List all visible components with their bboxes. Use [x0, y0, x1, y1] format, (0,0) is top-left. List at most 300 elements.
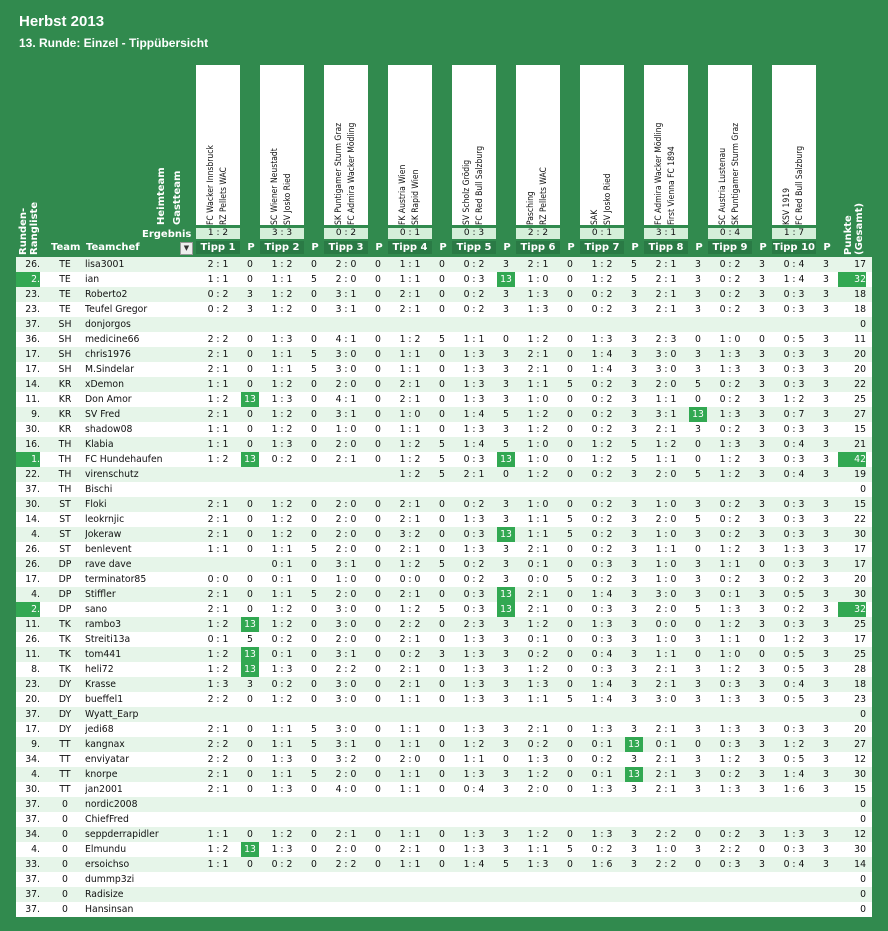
points-cell	[817, 707, 835, 722]
tipp-cell	[452, 812, 496, 827]
tipp-cell	[324, 467, 368, 482]
tipp-cell	[196, 887, 240, 902]
col-points-header: P	[503, 242, 511, 253]
team-cell: DY	[58, 709, 72, 720]
points-cell: 3	[503, 724, 509, 735]
tipp-cell: 1 : 1	[527, 844, 549, 855]
tipp-cell: 0 : 2	[591, 409, 613, 420]
total-points-cell: 17	[854, 259, 866, 270]
points-cell: 3	[759, 664, 765, 675]
points-cell: 3	[823, 604, 829, 615]
tipp-cell: 1 : 1	[527, 514, 549, 525]
team-cell: TK	[59, 649, 71, 660]
col-points-header: P	[631, 242, 639, 253]
points-cell: 0	[375, 634, 381, 645]
teamchef-cell: chris1976	[85, 349, 131, 360]
tipp-cell: 1 : 4	[591, 589, 613, 600]
tipp-cell: 2 : 1	[527, 259, 549, 270]
points-cell: 0	[311, 679, 317, 690]
total-points-cell: 30	[854, 589, 866, 600]
tipp-cell	[644, 707, 688, 722]
tipp-cell: 0 : 2	[271, 454, 293, 465]
points-cell: 3	[631, 574, 637, 585]
points-cell: 3	[823, 454, 829, 465]
points-cell: 0	[695, 739, 701, 750]
tipp-cell	[452, 872, 496, 887]
points-cell: 0	[439, 379, 445, 390]
total-points-cell: 22	[854, 379, 866, 390]
points-cell: 0	[567, 724, 573, 735]
tipp-cell: 3 : 1	[335, 409, 357, 420]
points-cell: 0	[311, 619, 317, 630]
rank-cell: 11.	[25, 394, 40, 405]
tipp-cell: 0 : 1	[527, 559, 549, 570]
rank-cell: 34.	[25, 754, 40, 765]
home-team-name: SV Scholz Grödig	[462, 159, 472, 225]
points-cell: 3	[823, 574, 829, 585]
total-points-cell: 18	[854, 679, 866, 690]
points-cell: 3	[503, 784, 509, 795]
tipp-cell: 1 : 2	[271, 514, 293, 525]
points-cell: 0	[375, 574, 381, 585]
total-points-cell: 25	[854, 619, 866, 630]
points-cell: 0	[439, 574, 445, 585]
away-team-name: FC Red Bull Salzburg	[795, 145, 805, 225]
total-points-cell: 12	[854, 829, 866, 840]
rank-cell: 17.	[25, 724, 40, 735]
points-cell: 5	[439, 469, 445, 480]
points-cell: 3	[247, 304, 253, 315]
points-cell: 3	[631, 364, 637, 375]
tipp-cell: 0 : 2	[591, 514, 613, 525]
tipp-cell: 3 : 0	[335, 694, 357, 705]
total-points-cell: 19	[854, 469, 866, 480]
points-cell	[561, 317, 579, 332]
points-cell	[241, 902, 259, 917]
points-cell: 5	[311, 349, 317, 360]
points-cell	[433, 797, 451, 812]
tipp-cell: 0 : 3	[463, 604, 485, 615]
tipp-cell: 0 : 5	[783, 589, 805, 600]
tipp-cell: 2 : 1	[655, 724, 677, 735]
points-cell	[369, 887, 387, 902]
tipp-cell: 2 : 1	[399, 844, 421, 855]
tipp-cell: 0 : 4	[591, 649, 613, 660]
teamchef-cell: kangnax	[85, 739, 125, 750]
away-team-name: FC Red Bull Salzburg	[475, 145, 485, 225]
table-row	[16, 707, 872, 722]
rank-cell: 4.	[31, 769, 40, 780]
tipp-cell: 0 : 2	[271, 634, 293, 645]
tipp-cell: 2 : 1	[655, 259, 677, 270]
match-teams	[260, 65, 304, 225]
points-cell: 3	[503, 289, 509, 300]
tipp-cell: 1 : 3	[463, 664, 485, 675]
teamchef-cell: Bischi	[85, 484, 113, 495]
teamchef-cell: terminator85	[85, 574, 147, 585]
points-cell: 0	[567, 424, 573, 435]
tipp-cell	[708, 887, 752, 902]
points-cell: 0	[567, 769, 573, 780]
tipp-cell: 1 : 0	[527, 439, 549, 450]
col-points-header: P	[567, 242, 575, 253]
points-cell: 0	[439, 394, 445, 405]
tipp-cell: 0 : 2	[591, 469, 613, 480]
points-cell: 0	[247, 604, 253, 615]
points-cell	[369, 467, 387, 482]
points-cell	[369, 707, 387, 722]
points-cell: 0	[375, 259, 381, 270]
points-cell: 0	[247, 694, 253, 705]
table-row	[16, 842, 872, 857]
tipp-cell: 2 : 1	[527, 349, 549, 360]
points-cell: 0	[567, 334, 573, 345]
points-cell: 0	[247, 544, 253, 555]
points-cell: 3	[503, 259, 509, 270]
tipp-cell	[324, 797, 368, 812]
points-cell: 3	[631, 529, 637, 540]
points-cell	[433, 812, 451, 827]
tipp-cell: 3 : 0	[655, 349, 677, 360]
points-cell	[241, 797, 259, 812]
tipp-cell: 0 : 3	[719, 739, 741, 750]
table-row	[16, 677, 872, 692]
points-cell: 0	[375, 334, 381, 345]
points-cell	[753, 797, 771, 812]
tipp-cell: 2 : 0	[335, 544, 357, 555]
points-cell: 0	[375, 514, 381, 525]
team-cell: KR	[58, 409, 72, 420]
points-cell: 3	[823, 439, 829, 450]
points-cell: 3	[823, 424, 829, 435]
points-cell: 0	[439, 499, 445, 510]
match-header-8	[644, 65, 688, 225]
points-cell: 0	[439, 349, 445, 360]
tipp-cell: 0 : 3	[591, 559, 613, 570]
tipp-cell: 0 : 3	[783, 529, 805, 540]
tipp-cell	[260, 797, 304, 812]
points-cell: 3	[759, 289, 765, 300]
points-cell: 0	[375, 274, 381, 285]
teamchef-cell: knorpe	[85, 769, 118, 780]
team-cell: TT	[59, 739, 71, 750]
table-row	[16, 392, 872, 407]
tipp-cell: 0 : 3	[783, 559, 805, 570]
team-cell: 0	[62, 859, 68, 870]
points-cell: 0	[567, 364, 573, 375]
points-cell: 3	[695, 784, 701, 795]
tipp-cell: 2 : 1	[655, 784, 677, 795]
points-cell: 0	[503, 469, 509, 480]
points-cell: 0	[567, 829, 573, 840]
points-cell: 3	[759, 574, 765, 585]
tipp-cell: 1 : 2	[463, 739, 485, 750]
points-cell: 0	[311, 859, 317, 870]
points-cell: 0	[247, 364, 253, 375]
tipp-cell: 3 : 1	[335, 649, 357, 660]
points-cell: 5	[439, 439, 445, 450]
tipp-cell: 2 : 2	[719, 844, 741, 855]
tipp-cell: 0 : 1	[719, 589, 741, 600]
points-cell: 3	[503, 664, 509, 675]
tipp-cell	[196, 902, 240, 917]
tipp-cell: 1 : 4	[591, 694, 613, 705]
points-cell: 0	[567, 274, 573, 285]
total-points-cell: 23	[854, 694, 866, 705]
tipp-cell: 0 : 2	[271, 679, 293, 690]
rank-cell: 37.	[25, 814, 40, 825]
points-cell: 0	[247, 724, 253, 735]
teamchef-cell: donjorgos	[85, 319, 131, 330]
tipp-cell: 1 : 0	[335, 574, 357, 585]
tipp-cell: 1 : 3	[591, 724, 613, 735]
tipp-cell: 0 : 3	[783, 499, 805, 510]
points-cell: 3	[823, 394, 829, 405]
tipp-cell: 1 : 1	[399, 859, 421, 870]
tipp-cell: 0 : 2	[463, 259, 485, 270]
points-cell: 3	[695, 754, 701, 765]
tipp-cell: 2 : 1	[335, 454, 357, 465]
tipp-cell: 2 : 0	[335, 439, 357, 450]
points-cell: 0	[311, 844, 317, 855]
total-points-cell: 27	[854, 739, 866, 750]
match-header-9	[708, 65, 752, 225]
col-points-header: P	[759, 242, 767, 253]
tipp-cell: 2 : 0	[335, 379, 357, 390]
rank-cell: 2.	[16, 272, 40, 287]
tipp-cell: 1 : 1	[399, 784, 421, 795]
teamchef-cell: sano	[85, 604, 108, 615]
points-cell: 0	[311, 829, 317, 840]
points-cell: 0	[567, 664, 573, 675]
tipp-cell: 2 : 1	[207, 769, 229, 780]
points-cell	[625, 902, 643, 917]
home-team-name: FC Admira Wacker Mödling	[654, 122, 664, 225]
match-result: 0 : 2	[324, 228, 368, 239]
match-teams	[452, 65, 496, 225]
points-cell	[497, 887, 515, 902]
tipp-cell: 1 : 3	[783, 544, 805, 555]
points-cell	[817, 317, 835, 332]
team-cell: 0	[62, 799, 68, 810]
tipp-cell	[388, 317, 432, 332]
rank-cell: 8.	[31, 664, 40, 675]
points-cell	[305, 482, 323, 497]
tipp-cell: 2 : 3	[463, 619, 485, 630]
points-cell	[433, 317, 451, 332]
tipp-cell	[260, 902, 304, 917]
team-cell: DY	[58, 724, 72, 735]
points-cell: 0	[503, 334, 509, 345]
rank-cell: 23.	[25, 289, 40, 300]
points-cell: 0	[567, 634, 573, 645]
table-row	[16, 887, 872, 902]
tipp-cell: 0 : 2	[719, 304, 741, 315]
tipp-cell	[516, 707, 560, 722]
teamchef-cell: rambo3	[85, 619, 122, 630]
points-cell: 3	[503, 679, 509, 690]
points-cell	[753, 872, 771, 887]
points-cell: 5	[311, 364, 317, 375]
tipp-cell: 1 : 3	[719, 409, 741, 420]
tipp-cell: 1 : 2	[591, 274, 613, 285]
points-cell: 5	[567, 529, 573, 540]
tipp-cell: 2 : 0	[335, 634, 357, 645]
tipp-cell: 2 : 1	[655, 289, 677, 300]
tipp-cell: 0 : 2	[719, 529, 741, 540]
teamchef-cell: Teufel Gregor	[85, 304, 148, 315]
points-cell: 0	[375, 304, 381, 315]
rank-cell: 9.	[31, 409, 40, 420]
tipp-cell: 1 : 1	[655, 454, 677, 465]
tipp-cell: 0 : 2	[719, 379, 741, 390]
tipp-cell: 1 : 3	[271, 844, 293, 855]
points-cell: 0	[567, 649, 573, 660]
home-team-name: KSV 1919	[782, 188, 792, 225]
points-cell: 3	[759, 304, 765, 315]
points-cell: 0	[503, 754, 509, 765]
tipp-cell	[580, 707, 624, 722]
points-cell: 0	[759, 844, 765, 855]
tipp-cell: 1 : 2	[271, 829, 293, 840]
tipp-cell	[580, 482, 624, 497]
teamchef-cell: M.Sindelar	[85, 364, 135, 375]
col-tipp-header: Tipp 5	[452, 241, 496, 254]
points-cell: 3	[631, 304, 637, 315]
teamchef-filter-dropdown[interactable]: ▼	[180, 242, 193, 255]
col-points-header: P	[311, 242, 319, 253]
points-cell: 3	[695, 274, 701, 285]
points-cell: 3	[759, 694, 765, 705]
points-cell: 0	[439, 544, 445, 555]
col-tipp-header: Tipp 8	[644, 241, 688, 254]
col-tipp-header: Tipp 4	[388, 241, 432, 254]
points-cell: 3	[759, 829, 765, 840]
tipp-cell: 1 : 2	[527, 334, 549, 345]
table-row	[16, 602, 872, 617]
table-row	[16, 782, 872, 797]
tipp-cell: 0 : 7	[783, 409, 805, 420]
points-cell: 0	[311, 379, 317, 390]
points-cell: 0	[311, 304, 317, 315]
tipp-cell: 1 : 6	[783, 784, 805, 795]
team-cell: 0	[62, 844, 68, 855]
match-teams	[708, 65, 752, 225]
tipp-cell: 1 : 2	[527, 409, 549, 420]
tipp-cell	[708, 482, 752, 497]
tipp-cell: 1 : 1	[399, 724, 421, 735]
teamchef-cell: Floki	[85, 499, 107, 510]
tipp-cell: 0 : 1	[591, 739, 613, 750]
tipp-cell: 0 : 2	[783, 574, 805, 585]
points-cell	[369, 482, 387, 497]
points-cell: 3	[759, 589, 765, 600]
points-cell: 5	[311, 544, 317, 555]
table-row	[16, 872, 872, 887]
points-cell: 5	[503, 859, 509, 870]
points-cell: 13	[241, 617, 259, 632]
tipp-cell	[708, 812, 752, 827]
tipp-cell: 1 : 0	[527, 394, 549, 405]
total-points-cell: 0	[860, 799, 866, 810]
points-cell: 3	[631, 349, 637, 360]
points-cell: 3	[631, 829, 637, 840]
col-tipp-header: Tipp 6	[516, 241, 560, 254]
tipp-cell	[196, 557, 240, 572]
col-points-header: P	[439, 242, 447, 253]
points-cell: 3	[695, 574, 701, 585]
tipp-cell: 2 : 1	[655, 679, 677, 690]
points-cell: 3	[823, 649, 829, 660]
team-cell: SH	[58, 349, 72, 360]
tipp-cell: 1 : 6	[591, 859, 613, 870]
tipp-cell: 1 : 0	[655, 574, 677, 585]
tipp-cell: 1 : 3	[271, 334, 293, 345]
points-cell: 3	[823, 844, 829, 855]
tipp-cell	[580, 797, 624, 812]
points-cell: 13	[497, 527, 515, 542]
tipp-cell: 1 : 1	[271, 739, 293, 750]
table-row	[16, 377, 872, 392]
table-row	[16, 302, 872, 317]
tipp-cell: 1 : 3	[463, 364, 485, 375]
points-cell: 0	[695, 649, 701, 660]
points-cell: 3	[695, 664, 701, 675]
points-cell: 0	[567, 754, 573, 765]
team-cell: 0	[62, 814, 68, 825]
points-cell: 3	[695, 289, 701, 300]
points-cell: 0	[311, 784, 317, 795]
tipp-cell	[452, 482, 496, 497]
tipp-cell: 0 : 4	[783, 679, 805, 690]
total-points-cell: 15	[854, 424, 866, 435]
rank-cell: 37.	[25, 709, 40, 720]
tipp-cell: 1 : 4	[591, 364, 613, 375]
match-result: 0 : 1	[388, 228, 432, 239]
tipp-cell	[644, 812, 688, 827]
tipp-cell: 0 : 3	[783, 379, 805, 390]
points-cell: 5	[439, 559, 445, 570]
rank-cell: 11.	[25, 649, 40, 660]
match-result: 1 : 7	[772, 228, 816, 239]
tipp-cell: 0 : 2	[591, 529, 613, 540]
tipp-cell: 1 : 1	[463, 334, 485, 345]
points-cell: 3	[759, 769, 765, 780]
tipp-cell: 1 : 4	[783, 769, 805, 780]
tipp-cell: 2 : 0	[335, 529, 357, 540]
tipp-cell: 0 : 5	[783, 649, 805, 660]
tipp-cell: 0 : 3	[463, 454, 485, 465]
points-cell: 5	[631, 259, 637, 270]
points-cell	[625, 482, 643, 497]
team-cell: DP	[58, 559, 72, 570]
points-cell: 3	[823, 679, 829, 690]
tipp-cell	[516, 872, 560, 887]
points-cell: 0	[759, 634, 765, 645]
points-cell	[241, 872, 259, 887]
points-cell: 0	[695, 454, 701, 465]
total-points-cell: 17	[854, 634, 866, 645]
points-cell: 3	[503, 379, 509, 390]
tipp-cell: 2 : 1	[207, 604, 229, 615]
points-cell: 13	[241, 842, 259, 857]
points-cell: 0	[439, 739, 445, 750]
points-cell	[689, 482, 707, 497]
tipp-cell: 1 : 1	[271, 724, 293, 735]
points-cell: 0	[759, 334, 765, 345]
points-cell: 3	[631, 544, 637, 555]
tipp-cell: 0 : 1	[655, 739, 677, 750]
